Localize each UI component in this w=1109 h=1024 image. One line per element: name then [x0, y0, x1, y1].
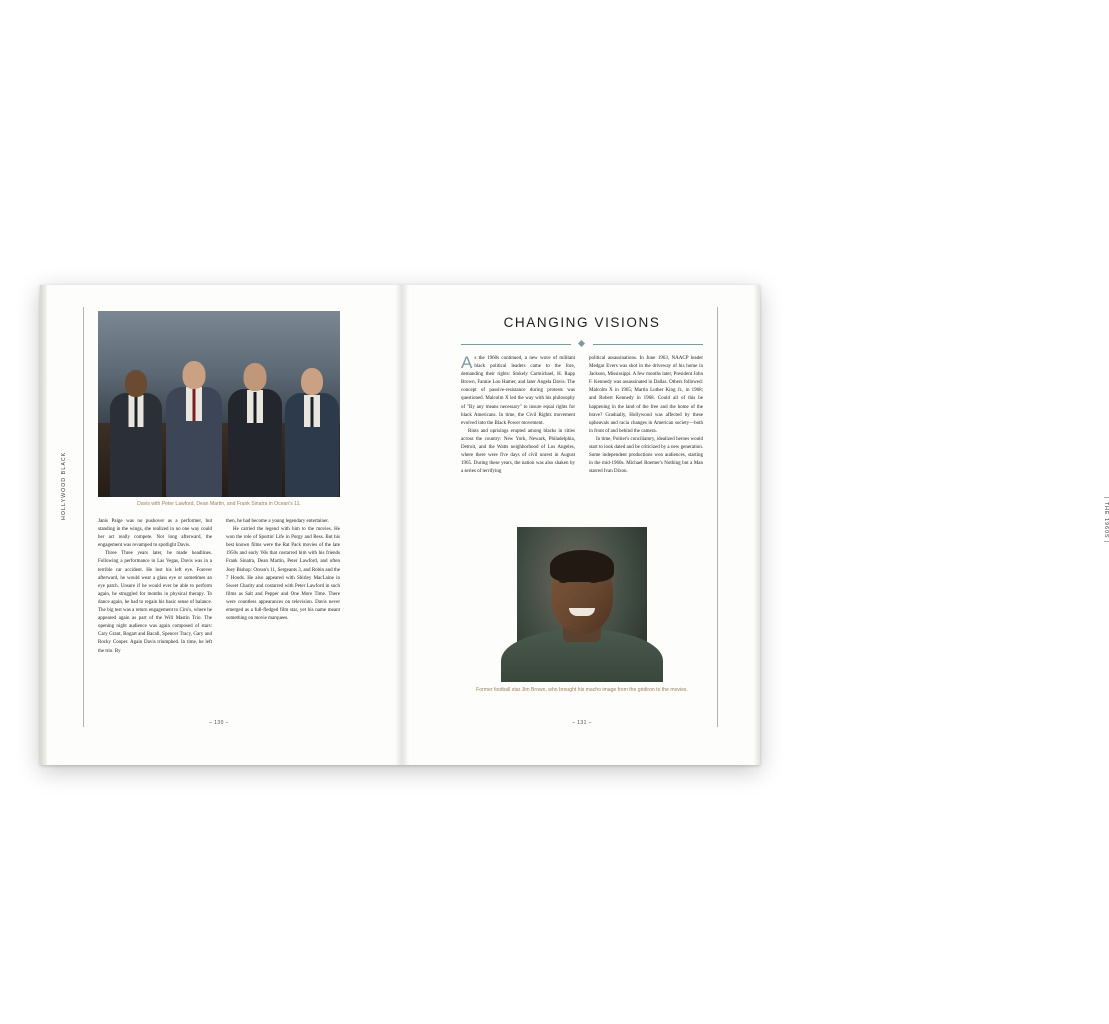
jim-brown-caption: Former football star Jim Brown, who brought his macho image from the gridiron to the movies. [476, 687, 688, 693]
right-page-margin-rule [717, 307, 718, 727]
paragraph: then, he had become a young legendary entertainer. [226, 519, 329, 524]
figure-lawford [164, 339, 224, 497]
ornament-rule-left [461, 344, 571, 345]
figure-davis [108, 347, 164, 497]
ornament-diamond-icon [578, 340, 585, 347]
portrait-left-eye [559, 580, 568, 583]
paragraph: He carried the legend with him to the movies. He won the role of Sportin' Life in Porgy and Bess. But his best known films were the Rat Pack movies of the late 1950s and early '60s that costarred him with his friends Frank Sinatra, Dean Martin, Peter Lawford, and often Joey Bishop: Ocean's 11, Sergeants 3, and Robin and the 7 Hoods. He also appeared with Shirley MacLaine in Sweet Charity and costarred with Peter Lawford in such films as Salt and Pepper and One More Time. There were countless appearances on television. Davis never emerged as a full-fledged film star, yet his name meant something on movie marquees. [226, 527, 340, 622]
left-page [47, 285, 395, 765]
figure-sinatra [284, 347, 340, 497]
book-left-edge [40, 285, 47, 765]
page-gutter [395, 285, 409, 765]
ornament-rule-right [593, 344, 703, 345]
book-right-edge [754, 285, 760, 765]
paragraph: In time, Poitier's conciliatory, idealized heroes would start to look dated and be criticized by a new generation. Some independent productions won audiences, starting in the mid-1960s. Michael Roemer's Nothing but a Man starred Ivan Dixon. [589, 436, 703, 475]
portrait-hair [550, 550, 614, 582]
portrait-right-eye [589, 580, 598, 583]
ocean-eleven-caption: Davis with Peter Lawford, Dean Martin, and Frank Sinatra in Ocean's 11. [137, 501, 301, 507]
paragraph-with-dropcap [461, 355, 575, 428]
running-head-left: HOLLYWOOD BLACK [61, 451, 67, 520]
book-spread [40, 285, 1109, 765]
right-column-1 [461, 355, 575, 476]
running-head-right: | THE 1960S | [1103, 497, 1109, 544]
title-ornament [461, 341, 703, 348]
chapter-title: CHANGING VISIONS [503, 315, 661, 330]
figure-martin [226, 341, 284, 497]
folio-right: – 131 – [572, 720, 592, 726]
paragraph-text: s the 1960s continued, a new wave of militant black political leaders came to the fore, demanding their rights: Stokely Carmichael, H. Rapp Brown, Fannie Lou Hamer, and later Angela Davis. The concept of passive-resistance during protests was questioned. Malcolm X led the way with his philosophy of "By any means necessary" to insure equal rights for black Americans. In time, the Civil Rights movement evolved into the Black Power movement. [461, 356, 575, 426]
right-page [409, 285, 1109, 765]
left-page-margin-rule [83, 307, 84, 727]
paragraph: Three Three years later, he made headlines. Following a performance in Las Vegas, Davis was in a terrible car accident. He lost his left eye. Forever afterward, he would wear a glass eye or sometimes an eye patch. Unsure if he would ever be able to perform again, he struggled for months in physical therapy. To dance again, he had to regain his basic sense of balance. The big test was a return engagement to Ciro's, where he appeared again as part of the Will Mastin Trio. The opening night audience was again composed of stars: Cary Grant, Bogart and Bacall, Spencer Tracy, Gary and Rocky Cooper. Again Davis triumphed. In time, he left the trio. By [98, 551, 212, 654]
jim-brown-portrait [517, 527, 647, 682]
left-column-2 [226, 518, 340, 623]
paragraph: political assassinations. In June 1963, NAACP leader Medgar Evers was shot in the driveway of his home in Jackson, Mississippi. A few months later, President John F. Kennedy was assassinated in Dallas. Others followed: Malcolm X in 1965; Martin Luther King Jr., in 1968; and Robert Kennedy in 1968. Could all of this be happening in the land of the free and the home of the brave? Gradually, Hollywood was affected by these upheavals and racia changes in American society—both in front of and behind the camera. [589, 356, 703, 434]
left-column-1 [98, 518, 212, 656]
paragraph: Janis Paige was no pushover as a performer, but standing in the wings, she realized in no one way could her act really compete. Not long afterward, the engagement was revamped to spotlight Davis. [98, 519, 212, 549]
paragraph: Riots and uprisings erupted among blacks in cities across the country: New York, Newark, Philadelphia, Detroit, and the Watts neighborhood of Los Angeles, where there were five days of civil unrest in August 1965. During these years, the nation was also shaken by a series of terrifying [461, 428, 575, 475]
drop-cap: A [461, 353, 473, 372]
ocean-eleven-still [98, 311, 340, 497]
portrait-smile [569, 608, 595, 616]
right-column-2 [589, 355, 703, 476]
folio-left: – 130 – [209, 720, 229, 726]
